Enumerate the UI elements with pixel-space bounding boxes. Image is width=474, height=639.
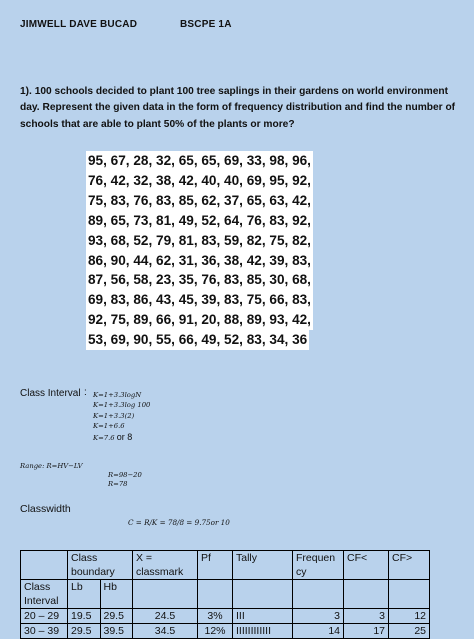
data-row: 92, 75, 89, 66, 91, 20, 88, 89, 93, 42, [86,310,313,330]
table-cell: 12 [389,609,430,624]
data-row: 53, 69, 90, 55, 66, 49, 52, 83, 34, 36 [86,330,309,350]
table-header-cell: X = classmark [133,551,198,580]
frequency-table [20,550,430,639]
data-row: 86, 90, 44, 62, 31, 36, 38, 42, 39, 83, [86,251,313,271]
formula-or-text: or 8 [116,431,133,442]
table-cell: 30 – 39 [21,624,68,639]
table-subheader-row [21,580,430,609]
table-cell: 29.5 [100,609,133,624]
table-cell: 34.5 [133,624,198,639]
data-row: 87, 56, 58, 23, 35, 76, 83, 85, 30, 68, [86,270,313,290]
class-interval-colon: : [84,387,87,398]
classwidth-formula: C = R/K = 78/8 = 9.75or 10 [128,518,230,527]
table-header-cell: Pf [198,551,233,580]
table-row [21,624,430,639]
range-formula [108,471,142,489]
table-header-cell: Class Interval [21,580,68,609]
data-row: 76, 42, 32, 38, 42, 40, 40, 69, 95, 92, [86,171,313,191]
table-header-cell: CF> [389,551,430,580]
table-header-cell: Class boundary [68,551,133,580]
question-text: 1). 100 schools decided to plant 100 tree saplings in their gardens on world environment day. Represent the given data in the form of frequency distribution and find the number of schools that are able to plant 50% of the plants or more? [20,86,456,130]
table-cell: 29.5 [68,624,101,639]
formula-line: R=98−20 [108,471,142,479]
table-cell: 14 [293,624,344,639]
table-cell: 3% [198,609,233,624]
formula-line: K=1+3.3logN [93,391,142,399]
table-header-blank [21,551,68,580]
student-section: BSCPE 1A [180,19,232,30]
table-cell: III [233,609,293,624]
table-header-cell: CF< [344,551,389,580]
formula-line: K=1+6.6 [93,422,125,431]
data-row: 95, 67, 28, 32, 65, 65, 69, 33, 98, 96, [86,151,313,171]
table-header-cell: Lb [68,580,101,609]
table-cell: 24.5 [133,609,198,624]
table-cell: 19.5 [68,609,101,624]
formula-line [93,433,150,442]
table-cell: 39.5 [100,624,133,639]
table-header-cell: Tally [233,551,293,580]
table-cell: 12% [198,624,233,639]
table-cell: 3 [293,609,344,624]
formula-line: K=1+3.3(2) [93,411,135,420]
table-cell: 20 – 29 [21,609,68,624]
formula-line: K=1+3.3log 100 [93,401,151,410]
table-cell: 25 [389,624,430,639]
data-row: 75, 83, 76, 83, 85, 62, 37, 65, 63, 42, [86,191,313,211]
data-row: 93, 68, 52, 79, 81, 83, 59, 82, 75, 82, [86,231,313,251]
formula-line: R=78 [108,480,128,489]
class-interval-formula [93,391,150,442]
formula-k-value: K=7.6 [93,433,115,442]
raw-data-block [86,151,313,350]
range-label: Range: R=HV−LV [20,462,83,470]
data-row: 89, 65, 73, 81, 49, 52, 64, 76, 83, 92, [86,211,313,231]
student-name: JIMWELL DAVE BUCAD [20,19,138,30]
data-row: 69, 83, 86, 43, 45, 39, 83, 75, 66, 83, [86,290,313,310]
classwidth-label: Classwidth [20,503,71,515]
table-header-cell: Hb [100,580,133,609]
table-row [21,609,430,624]
table-cell: IIIIIIIIIIII [233,624,293,639]
table-cell: 3 [344,609,389,624]
class-interval-label: Class Interval [20,388,81,399]
table-header-row [21,551,430,580]
table-cell: 17 [344,624,389,639]
table-header-cell: Frequency [293,551,344,580]
